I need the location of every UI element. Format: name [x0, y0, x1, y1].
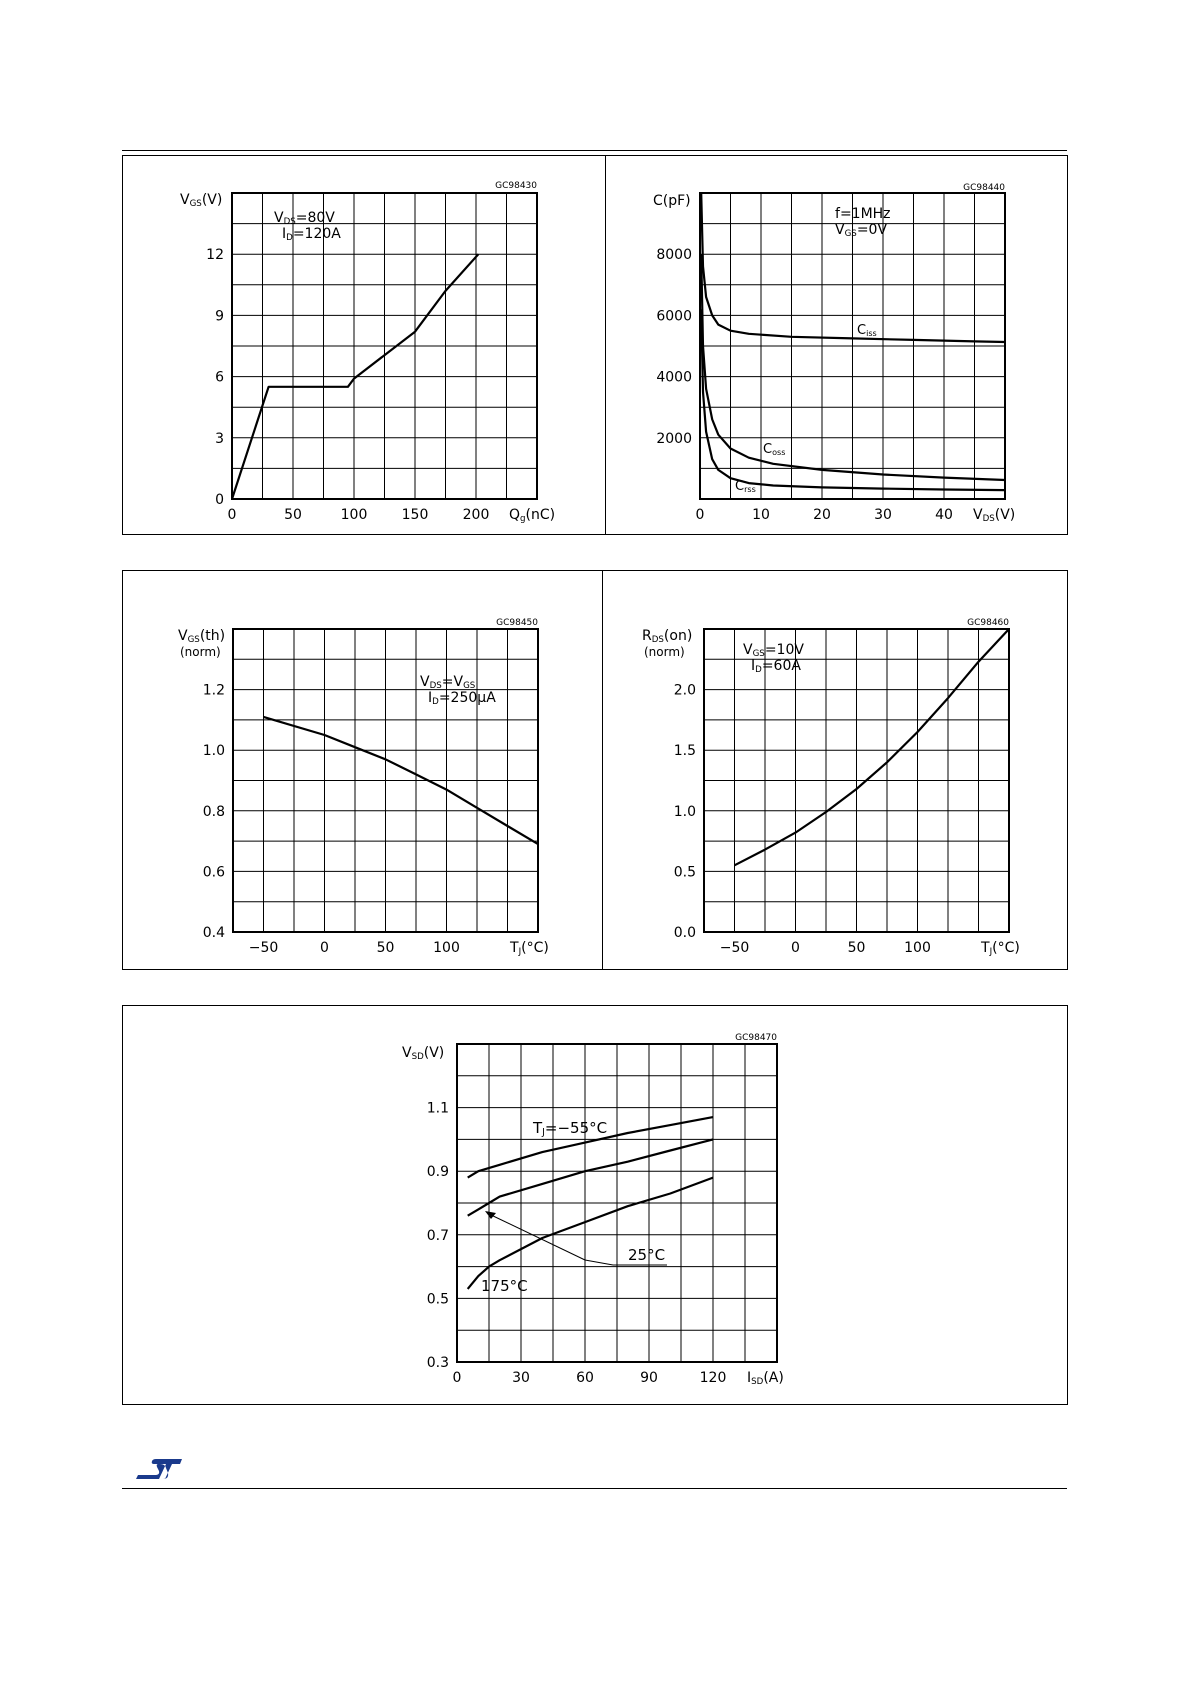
y-tick-label: 12: [206, 247, 224, 264]
x-tick-label: 30: [874, 507, 892, 523]
figure-code: GC98440: [963, 183, 1005, 193]
y-tick-label: 2000: [656, 430, 692, 447]
y-tick-label: 4000: [656, 369, 692, 386]
leader-arrowhead: [485, 1211, 496, 1219]
x-tick-label: 100: [340, 507, 368, 523]
y-tick-label: 0.3: [426, 1355, 449, 1371]
x-tick-label: 90: [640, 1370, 658, 1386]
condition-label: ID=250μA: [428, 690, 496, 707]
figure-code: GC98450: [496, 618, 538, 628]
x-axis-label: TJ(°C): [981, 940, 1020, 957]
x-tick-label: 40: [935, 507, 953, 523]
y-tick-label: 0.8: [202, 803, 225, 820]
leader-line-arrow: [489, 1214, 585, 1260]
y-tick-label: 0: [215, 492, 224, 508]
x-tick-label: 0: [791, 940, 800, 956]
series-line-25-c: [468, 1139, 713, 1215]
leader-line: [585, 1260, 613, 1265]
x-tick-label: 120: [699, 1370, 727, 1386]
y-axis-label: VGS(th): [178, 628, 226, 645]
y-tick-label: 0.0: [673, 925, 696, 941]
y-axis-label-unit: (norm): [644, 645, 685, 659]
x-axis-label: ISD(A): [747, 1370, 784, 1387]
y-tick-label: 6000: [656, 308, 692, 325]
chart-gc98440: [653, 183, 1015, 524]
y-tick-label: 8000: [656, 247, 692, 264]
series-line-coss: [701, 254, 1005, 480]
y-tick-label: 3: [215, 430, 224, 447]
x-tick-label: 0: [452, 1370, 462, 1386]
x-tick-label: 60: [576, 1370, 594, 1386]
y-axis-label-unit: (norm): [180, 645, 221, 659]
series-line-crss: [701, 309, 1005, 490]
y-tick-label: 1.1: [426, 1100, 449, 1117]
chart-gc98470: [402, 1033, 784, 1387]
chart-gc98460: [642, 618, 1020, 957]
y-tick-label: 1.5: [673, 743, 696, 760]
x-tick-label: 150: [401, 507, 429, 523]
figure-code: GC98460: [967, 618, 1009, 628]
series-label-coss: Coss: [763, 442, 786, 457]
x-tick-label: 200: [462, 507, 490, 523]
condition-label: VGS=10V: [743, 642, 804, 659]
y-tick-label: 0.4: [202, 925, 225, 941]
x-tick-label: 0: [320, 940, 329, 956]
condition-label: f=1MHz: [835, 206, 891, 222]
y-tick-label: 0.9: [426, 1164, 449, 1181]
x-axis-label: VDS(V): [973, 507, 1016, 524]
x-tick-label: 0: [695, 507, 705, 523]
figure-code: GC98470: [735, 1033, 777, 1043]
y-tick-label: 6: [215, 369, 224, 386]
y-tick-label: 0.5: [673, 864, 696, 881]
x-tick-label: 100: [433, 940, 460, 956]
condition-label: VGS=0V: [835, 222, 888, 239]
condition-label: ID=60A: [751, 658, 801, 675]
x-axis-label: TJ(°C): [510, 940, 549, 957]
x-tick-label: 20: [813, 507, 831, 523]
figure-code: GC98430: [495, 181, 537, 191]
chart-gc98450: [178, 618, 549, 957]
y-tick-label: 2.0: [673, 682, 696, 699]
series-label-tj-55: TJ=−55°C: [533, 1119, 608, 1138]
x-tick-label: 30: [512, 1370, 530, 1386]
x-tick-label: 10: [752, 507, 770, 523]
y-axis-label: RDS(on): [642, 628, 693, 645]
y-tick-label: 0.5: [426, 1291, 449, 1308]
series-label-ciss: Ciss: [857, 323, 877, 338]
y-tick-label: 1.0: [673, 803, 696, 820]
y-tick-label: 9: [215, 308, 224, 325]
y-tick-label: 0.6: [202, 864, 225, 881]
y-tick-label: 1.0: [202, 743, 225, 760]
x-tick-label: 50: [847, 940, 866, 956]
x-tick-label: 100: [904, 940, 931, 956]
x-axis-label: Qg(nC): [509, 507, 556, 524]
st-logo-icon: [132, 1452, 190, 1482]
footer-rule: [122, 1488, 1067, 1489]
x-tick-label: 0: [227, 507, 237, 523]
x-tick-label: −50: [719, 940, 750, 956]
chart-gc98430: [180, 181, 555, 524]
series-label-25c: 25°C: [628, 1246, 666, 1264]
x-tick-label: 50: [284, 507, 302, 523]
y-tick-label: 1.2: [202, 682, 225, 699]
condition-label: VDS=VGS: [420, 674, 476, 691]
x-tick-label: −50: [248, 940, 279, 956]
condition-label: VDS=80V: [274, 210, 335, 227]
y-tick-label: 0.7: [426, 1227, 449, 1244]
y-axis-label: C(pF): [653, 193, 691, 209]
condition-label: ID=120A: [282, 226, 341, 243]
y-axis-label: VGS(V): [180, 192, 223, 209]
x-tick-label: 50: [376, 940, 395, 956]
y-axis-label: VSD(V): [402, 1045, 445, 1062]
series-label-175c: 175°C: [481, 1277, 528, 1295]
series-label-crss: Crss: [735, 479, 756, 494]
